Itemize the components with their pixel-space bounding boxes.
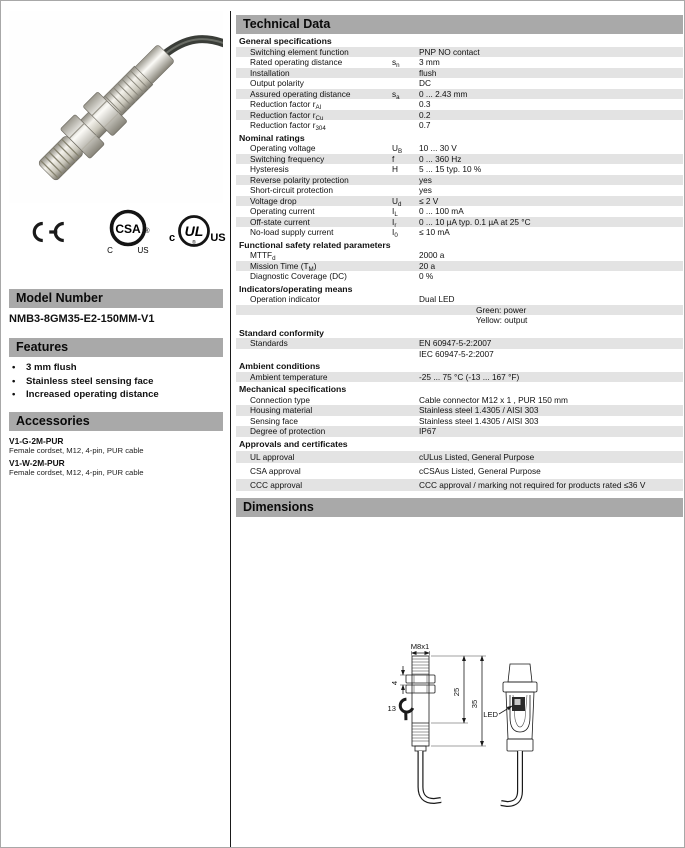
spec-label: Operating voltage	[250, 143, 316, 153]
spec-label: Operation indicator	[250, 294, 321, 304]
spec-label: Switching frequency	[250, 153, 325, 164]
subscript: n	[396, 62, 400, 69]
spec-symbol	[392, 315, 419, 326]
spec-symbol	[392, 110, 419, 121]
ul-letters: UL	[184, 223, 204, 239]
spec-value: 0 ... 100 mA	[419, 206, 464, 216]
sensor-side-view	[388, 642, 486, 801]
spec-symbol	[392, 271, 419, 282]
spec-value: Stainless steel 1.4305 / AISI 303	[419, 415, 539, 426]
spec-row	[236, 68, 683, 79]
spec-value: 10 ... 30 V	[419, 143, 457, 153]
spec-label: Operating current	[250, 206, 315, 216]
subscript: d	[398, 200, 402, 208]
feature-text: Stainless steel sensing face	[26, 375, 154, 387]
spec-row	[236, 338, 683, 349]
ul-mark-icon	[161, 213, 227, 253]
subscript: B	[398, 148, 403, 155]
spec-symbol	[392, 120, 419, 131]
wrench-size-label: 13	[387, 704, 396, 713]
spec-value: PNP NO contact	[419, 46, 480, 57]
feature-item	[9, 375, 223, 389]
spec-row	[236, 250, 683, 261]
subscript: 304	[315, 125, 326, 132]
spec-symbol	[392, 68, 419, 79]
spec-value: yes	[419, 174, 432, 185]
spec-section-header: Ambient conditions	[239, 361, 321, 371]
spec-row	[236, 261, 683, 272]
spec-row	[236, 405, 683, 416]
accessory-name: V1-G-2M-PUR	[9, 436, 64, 446]
spec-symbol: $I_r$	[392, 216, 397, 229]
spec-row	[236, 78, 683, 89]
spec-symbol	[392, 405, 419, 416]
subscript: M	[308, 265, 314, 273]
spec-symbol	[392, 416, 419, 427]
led-label: LED	[483, 710, 498, 719]
spec-row	[236, 206, 683, 217]
spec-value: Dual LED	[419, 294, 455, 304]
spec-row	[236, 315, 683, 326]
spec-row	[236, 143, 683, 154]
subscript: Cu	[315, 114, 324, 122]
spec-row	[236, 294, 683, 305]
spec-symbol	[392, 338, 419, 349]
spec-value: Green: power	[476, 304, 527, 315]
spec-section-header: Mechanical specifications	[239, 384, 347, 394]
spec-symbol	[392, 372, 419, 383]
spec-value: 5 ... 15 typ. 10 %	[419, 164, 482, 174]
spec-value: 20 a	[419, 260, 436, 271]
spec-label: Standards	[250, 338, 288, 348]
spec-label: Degree of protection	[250, 426, 326, 436]
accessory-description: Female cordset, M12, 4-pin, PUR cable	[9, 446, 144, 455]
subscript: r	[394, 221, 397, 229]
feature-text: 3 mm flush	[26, 362, 77, 373]
spec-symbol	[392, 294, 419, 305]
accessory-description: Female cordset, M12, 4-pin, PUR cable	[9, 468, 144, 477]
bullet-icon: •	[12, 362, 16, 373]
spec-label	[236, 315, 392, 326]
spec-value: ≤ 10 mA	[419, 227, 450, 237]
nut-height-label: 4	[390, 680, 399, 686]
spec-row	[236, 110, 683, 121]
spec-symbol	[392, 395, 419, 406]
spec-section-header: General specifications	[239, 36, 332, 46]
length-25-label: 25	[452, 687, 461, 697]
technical-data-table	[236, 36, 683, 491]
model-number-header: Model Number	[9, 289, 223, 308]
subscript: a	[396, 93, 400, 101]
csa-c-label: C	[107, 246, 113, 255]
spec-symbol: f	[392, 153, 395, 164]
feature-text: Increased operating distance	[26, 389, 159, 400]
bullet-icon: •	[12, 389, 16, 400]
spec-row	[236, 271, 683, 282]
right-column	[230, 11, 685, 848]
accessories-list	[9, 433, 223, 477]
feature-item	[9, 361, 223, 375]
spec-label: Hysteresis	[250, 164, 289, 174]
spec-section-header: Nominal ratings	[239, 132, 305, 143]
spec-label: Reverse polarity protection	[250, 174, 349, 185]
lock-nuts	[406, 675, 435, 693]
csa-registered-mark: ®	[144, 228, 150, 235]
spec-section-header: Functional safety related parameters	[239, 239, 391, 250]
spec-value: CCC approval / marking not required for products rated ≤36 V	[419, 480, 646, 490]
spec-value: 0 ... 360 Hz	[419, 153, 462, 164]
spec-symbol	[392, 47, 419, 58]
spec-symbol	[392, 305, 419, 316]
spec-row	[236, 120, 683, 131]
spec-value: 0.2	[419, 109, 431, 120]
spec-label: Mission Time $(T_M)$	[250, 260, 317, 273]
features-header: Features	[9, 338, 223, 357]
spec-label	[236, 349, 392, 360]
spec-symbol: $U_d$	[392, 195, 402, 208]
spec-label: Reduction factor $r_{Al}$	[250, 99, 321, 111]
spec-row	[236, 47, 683, 58]
spec-symbol: $s_n$	[392, 57, 400, 69]
spec-value: 0.7	[419, 120, 431, 130]
spec-label: Switching element function	[250, 46, 349, 57]
spec-label: Diagnostic Coverage (DC)	[250, 271, 347, 281]
csa-mark-icon	[103, 207, 155, 257]
spec-label: Ambient temperature	[250, 371, 328, 382]
spec-row	[236, 227, 683, 238]
spec-value: cCSAus Listed, General Purpose	[419, 466, 541, 476]
spec-row	[236, 175, 683, 186]
spec-value: flush	[419, 67, 437, 78]
product-photo	[9, 11, 223, 203]
spec-row	[236, 217, 683, 228]
bullet-icon: •	[12, 375, 16, 387]
features-list	[9, 361, 223, 402]
spec-row	[236, 196, 683, 207]
spec-row	[236, 395, 683, 406]
spec-row	[236, 164, 683, 175]
spec-row	[236, 349, 683, 360]
spec-symbol: $I_0$	[392, 227, 398, 239]
spec-label: Housing material	[250, 405, 313, 415]
spec-symbol	[392, 78, 419, 89]
spec-value: 2000 a	[419, 250, 445, 260]
ul-us-label: US	[210, 232, 226, 244]
spec-row	[236, 416, 683, 427]
spec-symbol: $U_B$	[392, 143, 403, 155]
spec-value: 0 ... 10 µA typ. 0.1 µA at 25 °C	[419, 216, 531, 227]
subscript: L	[394, 211, 398, 218]
spec-value: Cable connector M12 x 1 , PUR 150 mm	[419, 394, 568, 405]
length-35-label: 35	[470, 699, 479, 709]
spec-row	[236, 57, 683, 68]
connector-view	[483, 664, 537, 804]
spec-value: cULus Listed, General Purpose	[419, 452, 535, 462]
spec-row	[236, 99, 683, 110]
spec-label: Connection type	[250, 394, 310, 405]
spec-value: EN 60947-5-2:2007	[419, 338, 492, 348]
spec-value: IEC 60947-5-2:2007	[419, 348, 494, 359]
spec-row	[236, 185, 683, 196]
dimensions-header: Dimensions	[236, 498, 683, 517]
spec-section-header: Indicators/operating means	[239, 283, 353, 294]
spec-symbol: H	[392, 164, 398, 174]
spec-label: Output polarity	[250, 78, 304, 88]
spec-value: 0 ... 2.43 mm	[419, 88, 468, 99]
spec-section-header: Standard conformity	[239, 327, 324, 338]
spec-label: Short-circuit protection	[250, 185, 334, 195]
spec-symbol	[392, 465, 419, 477]
spec-value: Stainless steel 1.4305 / AISI 303	[419, 405, 539, 415]
spec-row	[236, 479, 683, 491]
spec-symbol: $I_L$	[392, 206, 398, 218]
spec-symbol: $s_a$	[392, 88, 400, 101]
spec-symbol	[392, 349, 419, 360]
spec-symbol	[392, 175, 419, 186]
spec-section-header: Approvals and certificates	[239, 438, 348, 449]
spec-label: Voltage drop	[250, 195, 297, 206]
technical-data-header: Technical Data	[236, 15, 683, 34]
spec-label: $MTTF_d$	[250, 250, 276, 262]
spec-label: No-load supply current	[250, 227, 334, 237]
thread-size-label: M8x1	[410, 642, 430, 651]
spec-value: DC	[419, 78, 431, 88]
spec-row	[236, 305, 683, 316]
spec-row	[236, 89, 683, 100]
accessories-header: Accessories	[9, 412, 223, 431]
spec-value: Yellow: output	[476, 315, 528, 325]
spec-value: 3 mm	[419, 57, 440, 67]
wrench-icon	[396, 698, 417, 720]
spec-value: ≤ 2 V	[419, 195, 439, 206]
spec-symbol	[392, 250, 419, 261]
spec-label: Sensing face	[250, 415, 298, 426]
csa-us-label: US	[137, 246, 149, 255]
spec-row	[236, 451, 683, 463]
subscript: d	[272, 255, 276, 262]
subscript: Al	[315, 104, 321, 111]
left-column	[9, 1, 226, 848]
spec-value: -25 ... 75 °C (-13 ... 167 °F)	[419, 371, 520, 382]
spec-value: 0 %	[419, 271, 434, 281]
csa-letters: CSA	[115, 222, 141, 236]
spec-label	[236, 305, 392, 316]
spec-symbol	[392, 261, 419, 272]
spec-row	[236, 426, 683, 437]
spec-value: IP67	[419, 426, 437, 436]
spec-symbol	[392, 426, 419, 437]
model-number-value: NMB3-8GM35-E2-150MM-V1	[9, 313, 155, 325]
subscript: 0	[394, 232, 398, 239]
spec-symbol	[392, 185, 419, 196]
spec-row	[236, 465, 683, 477]
spec-label: Rated operating distance	[250, 57, 343, 67]
spec-label: Off-state current	[250, 216, 310, 227]
spec-row	[236, 154, 683, 165]
ul-registered-mark: ®	[192, 240, 196, 246]
spec-label: Assured operating distance	[250, 88, 351, 99]
spec-value: 0.3	[419, 99, 431, 109]
spec-label: CSA approval	[250, 466, 301, 476]
ul-c-label: c	[168, 232, 176, 244]
ce-mark-icon	[25, 217, 67, 247]
spec-symbol	[392, 479, 419, 491]
accessory-name: V1-W-2M-PUR	[9, 458, 65, 468]
spec-label: Installation	[250, 67, 290, 78]
spec-label: Reduction factor $r_{304}$	[250, 120, 326, 132]
feature-item	[9, 388, 223, 402]
spec-label: CCC approval	[250, 480, 303, 490]
spec-row	[236, 372, 683, 383]
spec-label: Reduction factor $r_{Cu}$	[250, 109, 324, 122]
spec-label: UL approval	[250, 452, 295, 462]
dimension-drawing	[351, 639, 586, 848]
spec-value: yes	[419, 185, 432, 195]
spec-symbol	[392, 451, 419, 463]
